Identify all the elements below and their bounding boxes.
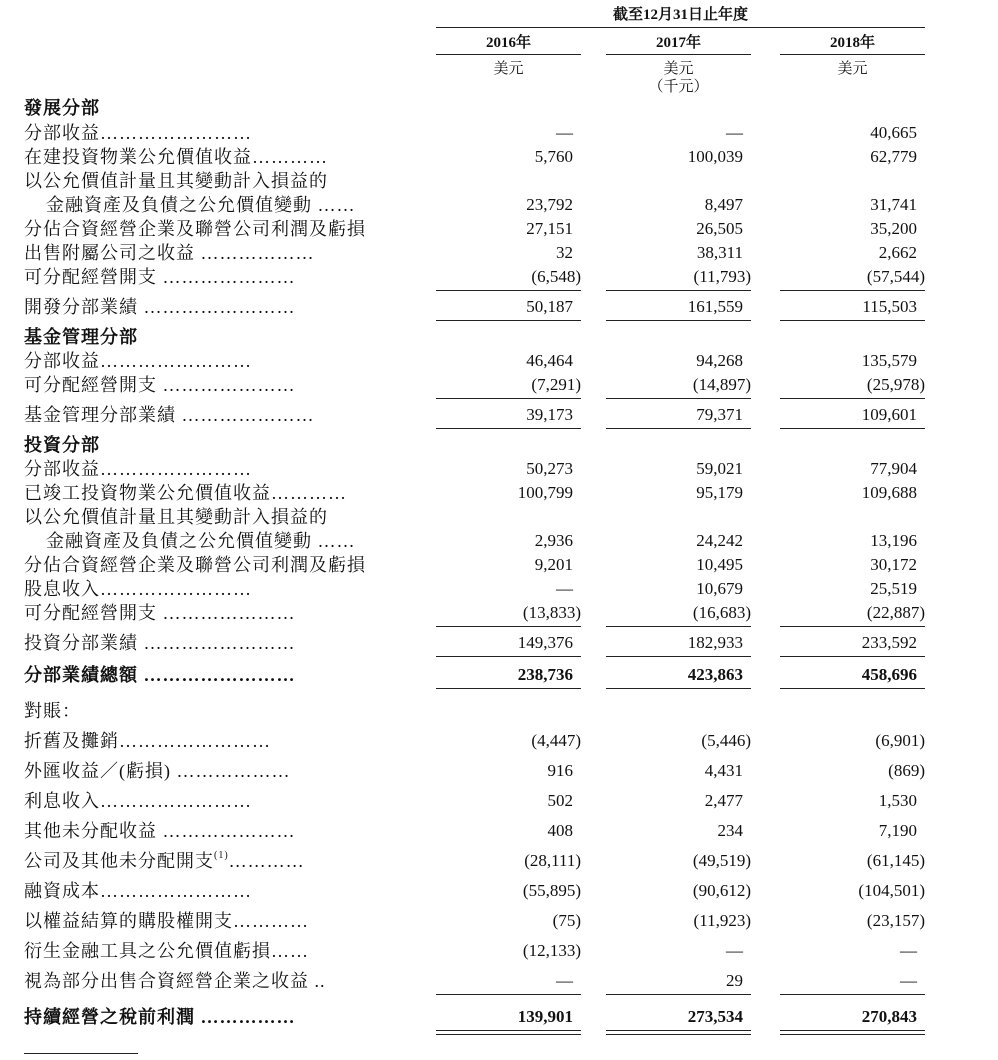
table-row (0, 482, 998, 504)
rule-line (606, 688, 751, 689)
cell-2016: 502 (547, 791, 573, 810)
cell-2016: 50,187 (526, 297, 573, 316)
table-row (0, 632, 998, 654)
cell-2017: 273,534 (687, 1007, 743, 1026)
cell-2017: 4,431 (704, 761, 743, 780)
cell-2018: 270,843 (861, 1007, 917, 1026)
cell-2018: 31,741 (870, 195, 917, 214)
cell-2017: (49,519) (692, 851, 751, 870)
table-row (0, 242, 998, 264)
rule-line (436, 398, 581, 399)
cell-2018: 30,172 (870, 555, 917, 574)
cell-2016: 23,792 (526, 195, 573, 214)
cell-2017: 10,495 (696, 555, 743, 574)
cell-2016: (75) (552, 911, 581, 930)
row-label-text: 基金管理分部業績 ………………… (24, 405, 315, 425)
row-label (24, 350, 404, 372)
rule-line (436, 626, 581, 627)
cell-2018: (61,145) (866, 851, 925, 870)
table-row (0, 760, 998, 782)
rule-line (780, 688, 925, 689)
cell-2017: — (726, 123, 743, 142)
cell-2018: 135,579 (861, 351, 917, 370)
row-label-text: 投資分部業績 …………………… (24, 633, 296, 653)
row-label-text: 其他未分配收益 ………………… (24, 821, 296, 841)
rule-line (606, 656, 751, 657)
unit-2018: 美元 (837, 61, 868, 77)
rule-line (780, 994, 925, 995)
cell-2018: 109,688 (861, 483, 917, 502)
row-label-text: 以權益結算的購股權開支………… (24, 911, 309, 931)
cell-2016: (28,111) (524, 851, 581, 870)
table-row (0, 374, 998, 396)
cell-2017: 234 (717, 821, 743, 840)
table-row (0, 404, 998, 426)
row-label-text: 分部收益…………………… (24, 123, 252, 143)
table-row (0, 790, 998, 812)
rule-line (606, 626, 751, 627)
year-2018: 2018年 (780, 34, 925, 55)
row-label (24, 632, 404, 654)
row-label (24, 790, 404, 812)
cell-2018: 13,196 (870, 531, 917, 550)
cell-2017: 59,021 (696, 459, 743, 478)
cell-2017: 38,311 (696, 243, 743, 262)
cell-2016: 149,376 (517, 633, 573, 652)
table-row (0, 122, 998, 144)
row-label (24, 296, 404, 318)
row-label (24, 554, 404, 576)
row-label-text: 金融資產及負債之公允價值變動 …… (46, 195, 356, 215)
row-label-leader: ………… (228, 851, 305, 871)
cell-2018: — (900, 941, 917, 960)
cell-2016: (12,133) (522, 941, 581, 960)
row-label (24, 374, 404, 396)
cell-2018: 35,200 (870, 219, 917, 238)
cell-2018: 109,601 (861, 405, 917, 424)
cell-2016: — (556, 123, 573, 142)
section-heading (0, 97, 998, 119)
year-2016: 2016年 (436, 34, 581, 55)
table-row (0, 910, 998, 932)
cell-2017: 100,039 (687, 147, 743, 166)
table-row (0, 146, 998, 168)
double-rule-line (780, 1034, 925, 1035)
rule-line (436, 1030, 581, 1031)
row-label (24, 730, 404, 752)
cell-2018: (25,978) (866, 375, 925, 394)
cell-2018: (869) (888, 761, 925, 780)
row-label-text: 公司及其他未分配開支 (24, 851, 214, 871)
unit-note: （千元） (648, 79, 709, 95)
rule-line (780, 398, 925, 399)
row-label-text: 外匯收益／(虧損) ……………… (24, 761, 291, 781)
cell-2016: 5,760 (534, 147, 573, 166)
row-label (24, 850, 404, 872)
table-row (0, 602, 998, 624)
table-row (0, 266, 998, 288)
cell-2017: 29 (726, 971, 743, 990)
row-label (24, 820, 404, 842)
rule-line (436, 994, 581, 995)
cell-2017: 423,863 (687, 665, 743, 684)
row-label-text: 可分配經營開支 ………………… (24, 603, 296, 623)
cell-2016: (13,833) (522, 603, 581, 622)
rule-line (436, 320, 581, 321)
rule-line (436, 290, 581, 291)
row-label (24, 146, 404, 168)
cell-2018: 2,662 (878, 243, 917, 262)
row-label-text: 股息收入…………………… (24, 579, 252, 599)
row-label-text: 在建投資物業公允價值收益………… (24, 147, 328, 167)
section-heading (0, 434, 998, 456)
row-label (24, 458, 404, 480)
footnote-divider (24, 1053, 138, 1054)
table-row (0, 458, 998, 480)
row-label-text: 以公允價值計量且其變動計入損益的 (24, 507, 328, 527)
cell-2018: — (900, 971, 917, 990)
section-heading (0, 326, 998, 348)
cell-2016: (4,447) (531, 731, 581, 750)
cell-2017: 8,497 (704, 195, 743, 214)
cell-2018: (57,544) (866, 267, 925, 286)
rule-line (780, 1030, 925, 1031)
cell-2016: — (556, 579, 573, 598)
row-label-text: 衍生金融工具之公允價值虧損…… (24, 941, 309, 961)
rule-line (780, 428, 925, 429)
cell-2016: 408 (547, 821, 573, 840)
rule-line (780, 320, 925, 321)
table-row (0, 970, 998, 992)
row-label (24, 700, 404, 722)
cell-2018: 77,904 (870, 459, 917, 478)
cell-2018: 1,530 (878, 791, 917, 810)
header-period: 截至12月31日止年度 (436, 6, 925, 28)
row-label-text: 發展分部 (24, 98, 100, 118)
row-label (46, 530, 404, 552)
row-label (24, 602, 404, 624)
cell-2016: 9,201 (534, 555, 573, 574)
cell-2018: 40,665 (870, 123, 917, 142)
cell-2016: (55,895) (522, 881, 581, 900)
row-label (24, 326, 404, 348)
cell-2016: 139,901 (517, 1007, 573, 1026)
double-rule-line (436, 1034, 581, 1035)
row-label (24, 242, 404, 264)
table-row (0, 194, 998, 216)
rule-line (606, 290, 751, 291)
cell-2018: (23,157) (866, 911, 925, 930)
row-label (24, 122, 404, 144)
table-row (0, 664, 998, 686)
row-label-text: 利息收入…………………… (24, 791, 252, 811)
row-label (24, 910, 404, 932)
table-row (0, 578, 998, 600)
row-label (24, 218, 404, 240)
row-label-text: 可分配經營開支 ………………… (24, 267, 296, 287)
unit-2017: 美元 (663, 61, 694, 77)
rule-line (780, 290, 925, 291)
cell-2017: 94,268 (696, 351, 743, 370)
cell-2016: 2,936 (534, 531, 573, 550)
row-label-text: 折舊及攤銷…………………… (24, 731, 271, 751)
table-row (0, 820, 998, 842)
cell-2017: 79,371 (696, 405, 743, 424)
table-row (0, 170, 998, 192)
row-label (24, 404, 404, 426)
cell-2017: 2,477 (704, 791, 743, 810)
cell-2018: 115,503 (862, 297, 917, 316)
table-row (0, 530, 998, 552)
cell-2018: (6,901) (875, 731, 925, 750)
table-row (0, 730, 998, 752)
unit-2016: 美元 (493, 61, 524, 77)
row-label-text: 可分配經營開支 ………………… (24, 375, 296, 395)
cell-2017: (16,683) (692, 603, 751, 622)
cell-2016: — (556, 971, 573, 990)
rule-line (606, 994, 751, 995)
row-label (24, 170, 404, 192)
row-label (24, 664, 404, 686)
table-row (0, 700, 998, 722)
row-label-text: 基金管理分部 (24, 327, 138, 347)
table-row (0, 506, 998, 528)
cell-2016: 39,173 (526, 405, 573, 424)
cell-2018: 7,190 (878, 821, 917, 840)
rule-line (606, 428, 751, 429)
cell-2017: (11,793) (693, 267, 751, 286)
cell-2018: 458,696 (861, 665, 917, 684)
rule-line (780, 656, 925, 657)
cell-2017: 95,179 (696, 483, 743, 502)
rule-line (436, 688, 581, 689)
row-label (24, 940, 404, 962)
row-label-text: 分佔合資經營企業及聯營公司利潤及虧損 (24, 219, 366, 239)
cell-2016: 916 (547, 761, 573, 780)
row-label-text: 持續經營之稅前利潤 …………… (24, 1007, 296, 1027)
row-label (24, 880, 404, 902)
cell-2017: 161,559 (687, 297, 743, 316)
row-label (24, 578, 404, 600)
row-label-text: 分部收益…………………… (24, 351, 252, 371)
cell-2018: 233,592 (861, 633, 917, 652)
row-label (24, 97, 404, 119)
table-row (0, 296, 998, 318)
double-rule-line (606, 1034, 751, 1035)
cell-2016: 27,151 (526, 219, 573, 238)
year-2017: 2017年 (606, 34, 751, 55)
row-label-text: 分佔合資經營企業及聯營公司利潤及虧損 (24, 555, 366, 575)
cell-2017: — (726, 941, 743, 960)
cell-2017: 10,679 (696, 579, 743, 598)
row-label-text: 視為部分出售合資經營企業之收益 .. (24, 971, 326, 991)
cell-2016: 238,736 (517, 665, 573, 684)
row-label-text: 融資成本…………………… (24, 881, 252, 901)
cell-2016: 50,273 (526, 459, 573, 478)
cell-2018: (104,501) (858, 881, 925, 900)
row-label-text: 分部業績總額 …………………… (24, 665, 296, 685)
rule-line (436, 428, 581, 429)
rule-line (436, 656, 581, 657)
cell-2018: 25,519 (870, 579, 917, 598)
cell-2017: (5,446) (701, 731, 751, 750)
row-label-text: 已竣工投資物業公允價值收益………… (24, 483, 347, 503)
row-label-text: 開發分部業績 …………………… (24, 297, 296, 317)
cell-2018: (22,887) (866, 603, 925, 622)
table-row (0, 850, 998, 872)
table-row (0, 1006, 998, 1028)
row-label (24, 970, 404, 992)
cell-2017: 24,242 (696, 531, 743, 550)
rule-line (606, 320, 751, 321)
rule-line (606, 1030, 751, 1031)
cell-2017: (14,897) (692, 375, 751, 394)
table-row (0, 554, 998, 576)
footnote-marker: (1) (214, 850, 229, 861)
rule-line (780, 626, 925, 627)
rule-line (606, 398, 751, 399)
cell-2017: 26,505 (696, 219, 743, 238)
cell-2018: 62,779 (870, 147, 917, 166)
cell-2016: (6,548) (531, 267, 581, 286)
row-label (24, 434, 404, 456)
row-label (24, 482, 404, 504)
cell-2016: 32 (556, 243, 573, 262)
table-row (0, 940, 998, 962)
cell-2017: (90,612) (692, 881, 751, 900)
row-label-text: 金融資產及負債之公允價值變動 …… (46, 531, 356, 551)
row-label (24, 1006, 404, 1028)
row-label (24, 760, 404, 782)
row-label-text: 以公允價值計量且其變動計入損益的 (24, 171, 328, 191)
cell-2017: 182,933 (687, 633, 743, 652)
cell-2016: 46,464 (526, 351, 573, 370)
cell-2017: (11,923) (693, 911, 751, 930)
table-row (0, 350, 998, 372)
row-label-text: 投資分部 (24, 435, 100, 455)
row-label (24, 266, 404, 288)
cell-2016: 100,799 (517, 483, 573, 502)
table-row (0, 880, 998, 902)
row-label-text: 對賬： (24, 701, 81, 721)
cell-2016: (7,291) (531, 375, 581, 394)
row-label (46, 194, 404, 216)
table-row (0, 218, 998, 240)
row-label (24, 506, 404, 528)
row-label-text: 出售附屬公司之收益 ……………… (24, 243, 315, 263)
row-label-text: 分部收益…………………… (24, 459, 252, 479)
